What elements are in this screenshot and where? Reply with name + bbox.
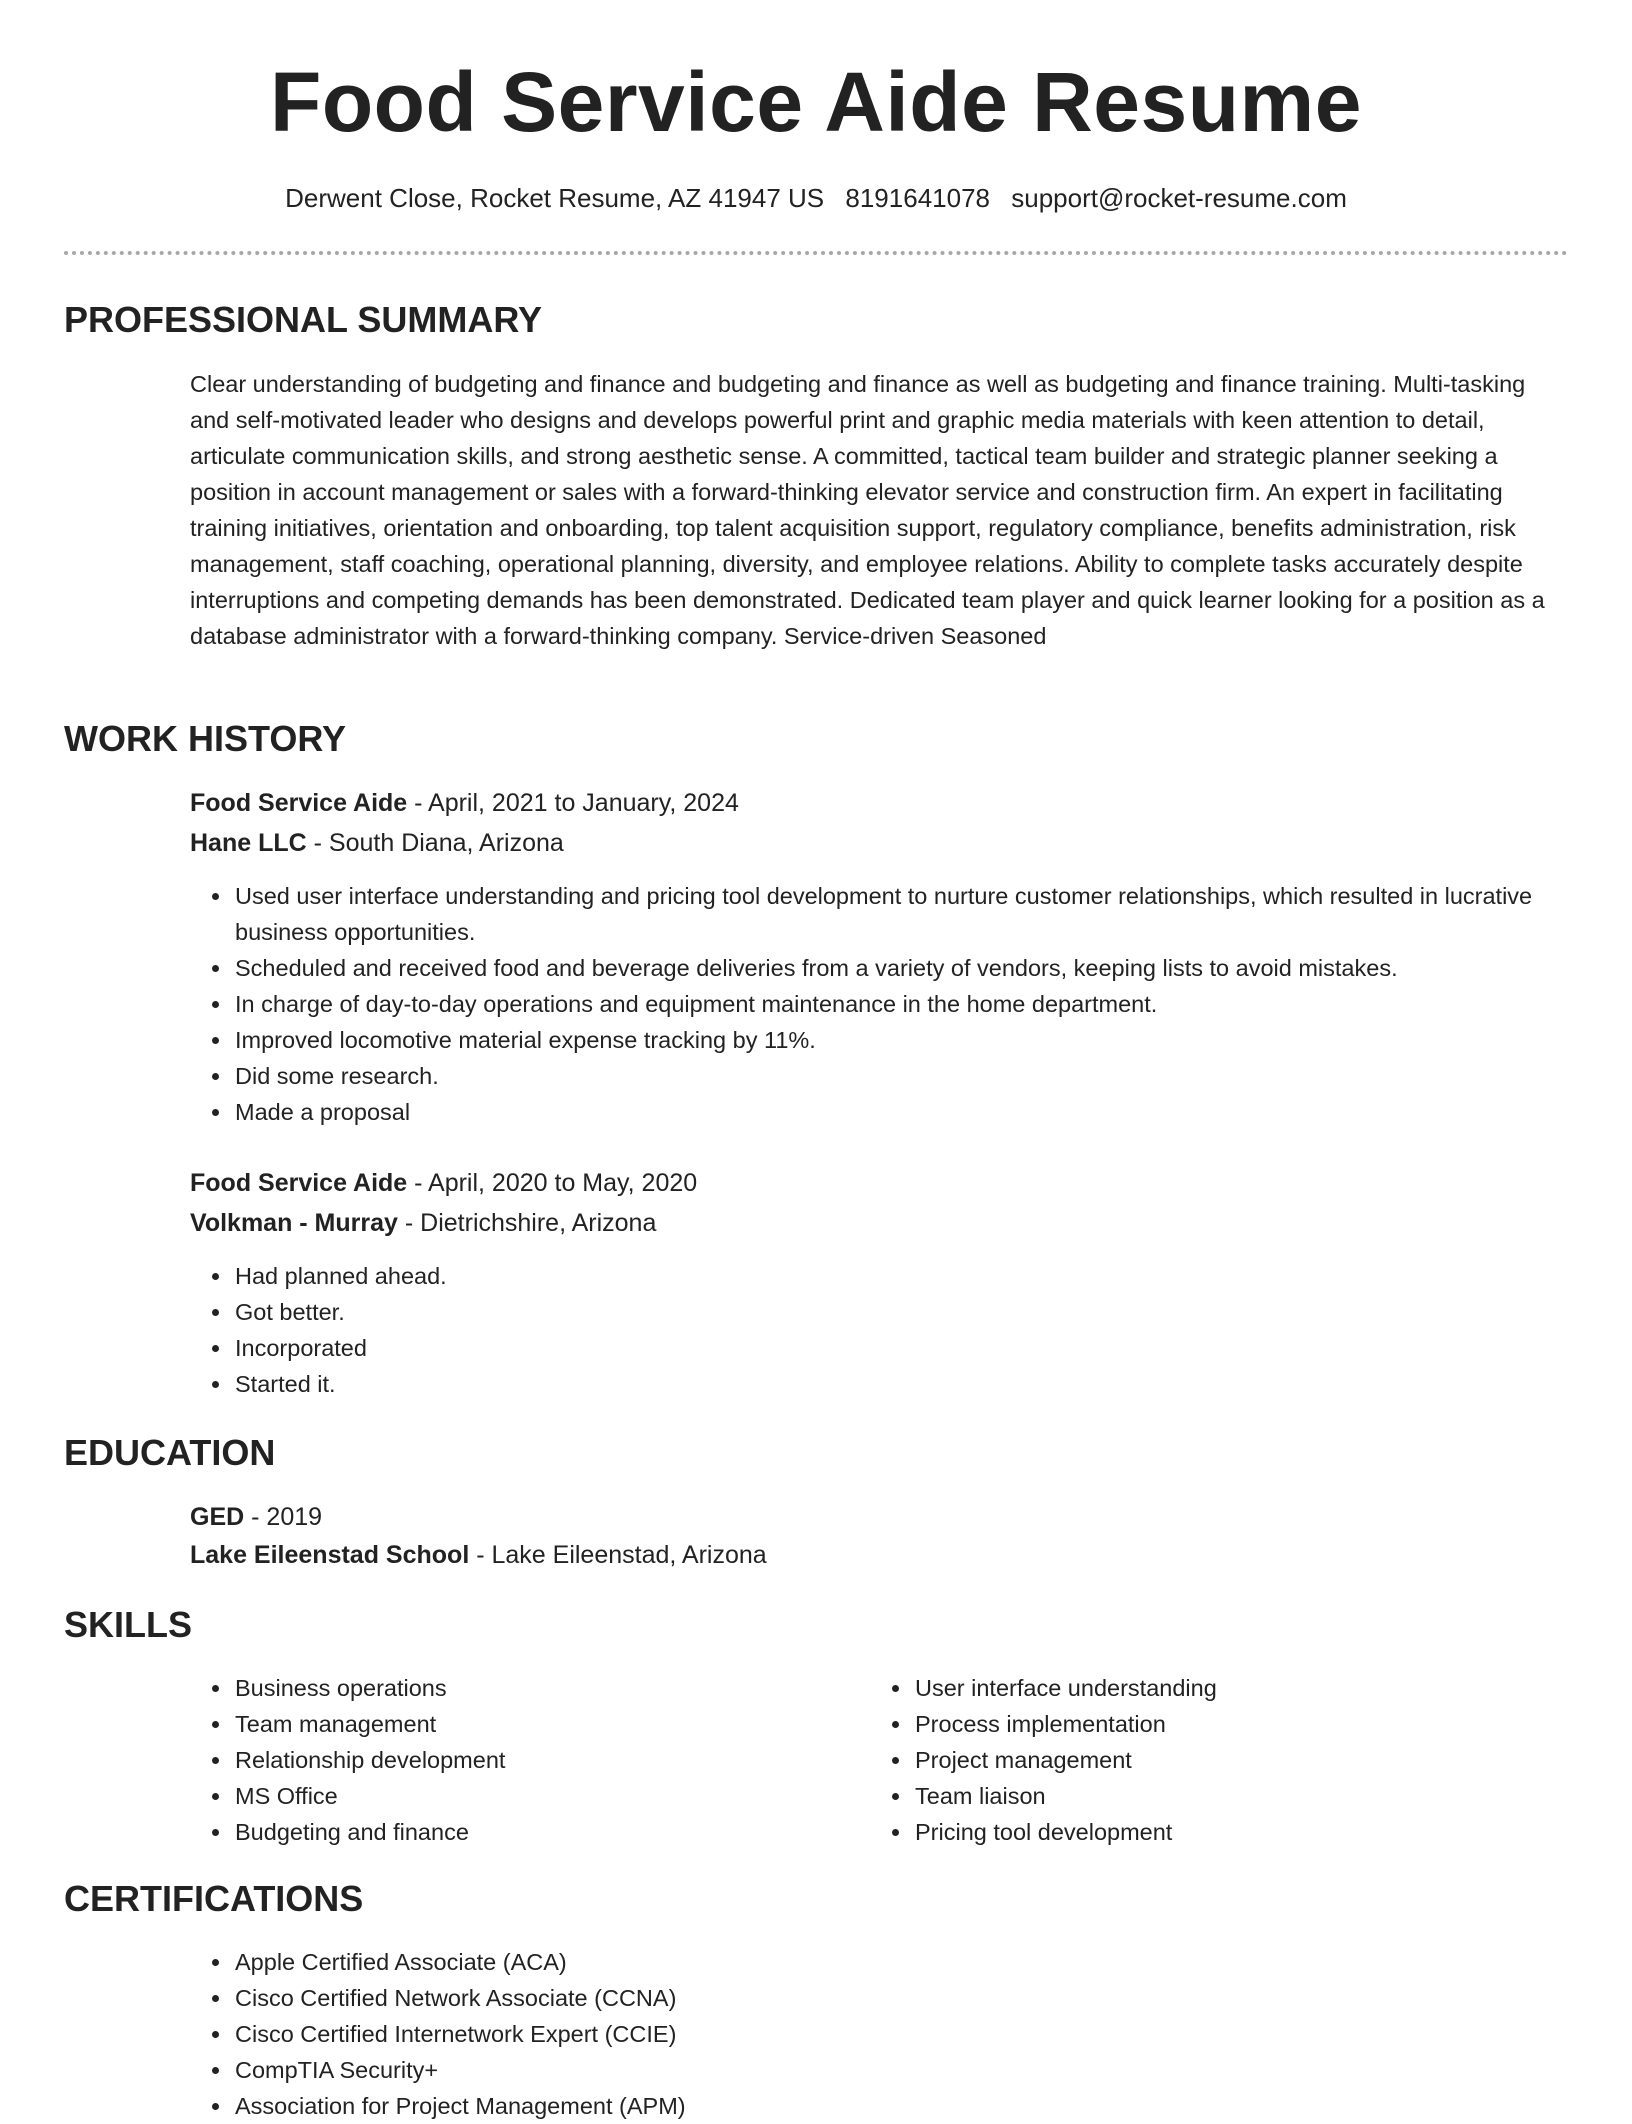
job-1-company-line [190,825,564,861]
skill-item: • Business operations [233,1670,873,1706]
job-2-bullets [190,1258,1573,1402]
list-item: • Made a proposal [233,1094,1573,1130]
certification-item: • Cisco Certified Internetwork Expert (CCIE) [233,2016,1233,2052]
skills-list-left [190,1670,873,1850]
certification-item: • Association for Project Management (APM) [233,2088,1233,2124]
education-degree-line [190,1499,322,1535]
job-2-location: - Dietrichshire, Arizona [404,1209,657,1237]
job-1-location: - South Diana, Arizona [313,829,564,857]
certification-item: • Apple Certified Associate (ACA) [233,1944,1233,1980]
education-heading: EDUCATION [64,1432,276,1473]
header-divider [64,251,1568,255]
job-1-dates: - April, 2021 to January, 2024 [414,789,739,817]
certifications-list [190,1944,1233,2124]
job-1-title-line [190,785,739,821]
list-item: • In charge of day-to-day operations and equipment maintenance in the home department. [233,986,1573,1022]
skill-item: • Relationship development [233,1742,873,1778]
skill-item: • MS Office [233,1778,873,1814]
certifications-heading: CERTIFICATIONS [64,1878,364,1919]
job-2-title: Food Service Aide [190,1169,408,1197]
summary-text: Clear understanding of budgeting and finance and budgeting and finance as well as budgeting and finance training. Multi-tasking and self-motivated leader who designs and develops powerful print and graphic media materials with keen attention to detail, articulate communication skills, and strong aesthetic sense. A committed, tactical team builder and strategic planner seeking a position in account management or sales with a forward-thinking elevator service and construction firm. An expert in facilitating training initiatives, orientation and onboarding, top talent acquisition support, regulatory compliance, benefits administration, risk management, staff coaching, operational planning, diversity, and employee relations. Ability to complete tasks accurately despite interruptions and competing demands has been demonstrated. Dedicated team player and quick learner looking for a position as a database administrator with a forward-thinking company. Service-driven Seasoned [190,371,1545,649]
list-item: • Had planned ahead. [233,1258,1573,1294]
skills-list-right [870,1670,1553,1850]
skill-item: • Team management [233,1706,873,1742]
contact-address: Derwent Close, Rocket Resume, AZ 41947 US [285,183,825,213]
education-school: Lake Eileenstad School [190,1541,470,1569]
education-year: - 2019 [251,1503,323,1531]
certification-item: • CompTIA Security+ [233,2052,1233,2088]
contact-email: support@rocket-resume.com [1011,183,1347,213]
list-item: • Incorporated [233,1330,1573,1366]
skill-item: • Project management [913,1742,1553,1778]
education-school-line [190,1537,767,1573]
skill-item: • Process implementation [913,1706,1553,1742]
certification-item: • Cisco Certified Network Associate (CCNA) [233,1980,1233,2016]
list-item: • Used user interface understanding and pricing tool development to nurture customer relationships, which resulted in lucrative business opportunities. [233,878,1573,950]
list-item: • Got better. [233,1294,1573,1330]
list-item: • Scheduled and received food and beverage deliveries from a variety of vendors, keeping lists to avoid mistakes. [233,950,1573,986]
job-1-bullets [190,878,1573,1130]
summary-heading: PROFESSIONAL SUMMARY [64,299,543,340]
job-1-company: Hane LLC [190,829,307,857]
skill-item: • Budgeting and finance [233,1814,873,1850]
list-item: • Started it. [233,1366,1573,1402]
contact-line [0,180,1632,216]
contact-phone: 8191641078 [845,183,990,213]
skills-heading: SKILLS [64,1604,193,1645]
skill-item: • Pricing tool development [913,1814,1553,1850]
list-item: • Improved locomotive material expense tracking by 11%. [233,1022,1573,1058]
job-2-title-line [190,1165,697,1201]
skill-item: • User interface understanding [913,1670,1553,1706]
education-location: - Lake Eileenstad, Arizona [476,1541,767,1569]
job-1-title: Food Service Aide [190,789,408,817]
work-history-heading: WORK HISTORY [64,718,347,759]
resume-title: Food Service Aide Resume [270,55,1362,149]
job-2-company: Volkman - Murray [190,1209,398,1237]
list-item: • Did some research. [233,1058,1573,1094]
education-degree: GED [190,1503,245,1531]
job-2-company-line [190,1205,656,1241]
job-2-dates: - April, 2020 to May, 2020 [414,1169,698,1197]
skill-item: • Team liaison [913,1778,1553,1814]
